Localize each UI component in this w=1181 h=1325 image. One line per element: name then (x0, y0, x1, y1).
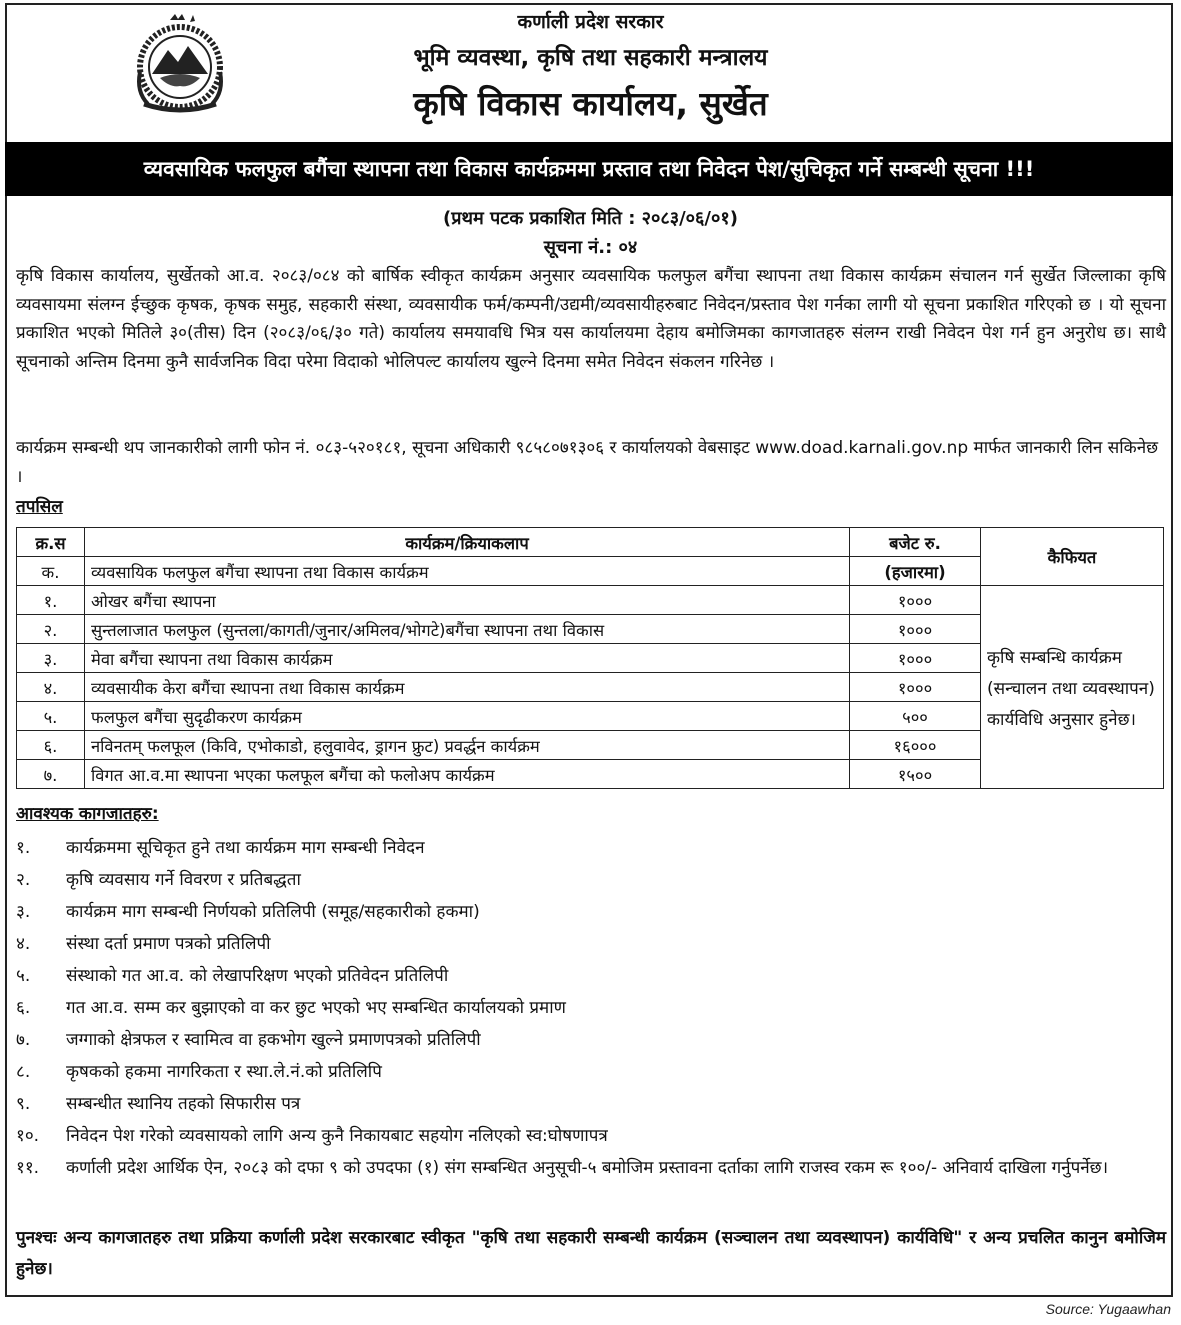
publication-date: (प्रथम पटक प्रकाशित मिति : २०८३/०६/०१) (443, 208, 738, 229)
list-item-number: ३. (16, 902, 31, 922)
details-heading: तपसिल (16, 497, 63, 517)
list-item-text: कर्णाली प्रदेश आर्थिक ऐन, २०८३ को दफा ९ को उपदफा (१) संग सम्बन्धित अनुसूची-५ बमोजिम प्रस्तावना दर्ताका लागि राजस्व रकम रू १००/- अनिवार्य दाखिला गर्नुपर्नेछ। (66, 1158, 1109, 1178)
program-table (16, 527, 1164, 789)
table-row (17, 586, 1164, 615)
list-item-text: संस्था दर्ता प्रमाण पत्रको प्रतिलिपी (66, 934, 271, 954)
list-item (16, 896, 1166, 928)
row-budget: ५०० (850, 702, 981, 731)
list-item-number: १०. (16, 1126, 40, 1146)
row-activity: व्यवसायिक फलफुल बगैंचा स्थापना तथा विकास कार्यक्रम (85, 557, 850, 586)
list-item-number: ७. (16, 1030, 31, 1050)
list-item (16, 832, 1166, 864)
ministry-title: भूमि व्यवस्था, कृषि तथा सहकारी मन्त्रालय (413, 45, 768, 71)
list-item-text: संस्थाको गत आ.व. को लेखापरिक्षण भएको प्रतिवेदन प्रतिलिपी (66, 966, 449, 986)
office-title: कृषि विकास कार्यालय, सुर्खेत (413, 84, 768, 123)
row-budget: १००० (850, 586, 981, 615)
row-sn: १. (17, 586, 85, 615)
list-item-text: सम्बन्धीत स्थानिय तहको सिफारीस पत्र (66, 1094, 301, 1114)
table-header-row (17, 528, 1164, 557)
list-item (16, 1088, 1166, 1120)
row-budget: १००० (850, 615, 981, 644)
header-budget-unit: (हजारमा) (850, 557, 981, 586)
row-activity: नविनतम् फलफूल (किवि, एभोकाडो, हलुवावेद, ड्रागन फ्रुट) प्रवर्द्धन कार्यक्रम (85, 731, 850, 760)
row-activity: फलफुल बगैंचा सुदृढीकरण कार्यक्रम (85, 702, 850, 731)
contact-paragraph: कार्यक्रम सम्बन्धी थप जानकारीको लागी फोन नं. ०८३-५२०१८१, सूचना अधिकारी ९८५८०७१३०६ र कार्यालयको वेबसाइट www.doad.karnali.gov.np मार्फत जानकारी लिन सकिनेछ । (16, 438, 1159, 487)
list-item-number: ९. (16, 1094, 31, 1114)
list-item (16, 992, 1166, 1024)
header-remarks: कैफियत (981, 528, 1164, 586)
required-documents-list (16, 832, 1166, 1184)
list-item-number: २. (16, 870, 31, 890)
row-budget: १००० (850, 673, 981, 702)
required-documents-heading: आवश्यक कागजातहरु: (16, 804, 159, 824)
list-item-number: १. (16, 838, 31, 858)
row-activity: व्यवसायीक केरा बगैंचा स्थापना तथा विकास कार्यक्रम (85, 673, 850, 702)
row-sn: २. (17, 615, 85, 644)
list-item-text: जग्गाको क्षेत्रफल र स्वामित्व वा हकभोग खुल्ने प्रमाणपत्रको प्रतिलिपी (66, 1030, 481, 1050)
list-item (16, 1056, 1166, 1088)
list-item-text: कार्यक्रममा सूचिकृत हुने तथा कार्यक्रम माग सम्बन्धी निवेदन (66, 838, 425, 858)
notice-banner: व्यवसायिक फलफुल बगैंचा स्थापना तथा विकास कार्यक्रममा प्रस्ताव तथा निवेदन पेश/सुचिकृत गर्ने सम्बन्धी सूचना !!! (5, 142, 1173, 196)
list-item-number: ५. (16, 966, 31, 986)
list-item-text: कार्यक्रम माग सम्बन्धी निर्णयको प्रतिलिपी (समूह/सहकारीको हकमा) (66, 902, 480, 922)
list-item (16, 928, 1166, 960)
list-item-number: ४. (16, 934, 31, 954)
list-item-number: ११. (16, 1158, 40, 1178)
row-budget: १६००० (850, 731, 981, 760)
province-government-title: कर्णाली प्रदेश सरकार (517, 11, 664, 33)
intro-paragraph: कृषि विकास कार्यालय, सुर्खेतको आ.व. २०८३/०८४ को बार्षिक स्वीकृत कार्यक्रम अनुसार व्यवसायिक फलफुल बगैंचा स्थापना तथा विकास कार्यक्रम संचालन गर्न सुर्खेत जिल्लाका कृषि व्यवसायमा संलग्न ईच्छुक कृषक, कृषक समुह, सहकारी संस्था, व्यवसायीक फर्म/कम्पनी/उद्यमी/व्यवसायीहरुबाट निवेदन/प्रस्ताव पेश गर्नका लागी यो सूचना प्रकाशित गरिएको छ । यो सूचना प्रकाशित भएको मितिले ३०(तीस) दिन (२०८३/०६/३० गते) कार्यालय समयावधि भित्र यस कार्यालयमा देहाय बमोजिमका कागजातहरु संलग्न राखी निवेदन पेश गर्न हुन अनुरोध छ। साथै सूचनाको अन्तिम दिनमा कुनै सार्वजनिक विदा परेमा विदाको भोलिपल्ट कार्यालय खुल्ने दिनमा समेत निवेदन संकलन गरिनेछ । (16, 266, 1166, 372)
list-item (16, 1024, 1166, 1056)
source-credit: Source: Yugaawhan (1045, 1301, 1171, 1317)
list-item-text: गत आ.व. सम्म कर बुझाएको वा कर छुट भएको भए सम्बन्धित कार्यालयको प्रमाण (66, 998, 566, 1018)
list-item-text: कृषकको हकमा नागरिकता र स्था.ले.नं.को प्रतिलिपि (66, 1062, 382, 1082)
row-activity: सुन्तलाजात फलफुल (सुन्तला/कागती/जुनार/अमिलव/भोगटे)बगैंचा स्थापना तथा विकास (85, 615, 850, 644)
list-item-text: कृषि व्यवसाय गर्ने विवरण र प्रतिबद्धता (66, 870, 301, 890)
list-item-text: निवेदन पेश गरेको व्यवसायको लागि अन्य कुनै निकायबाट सहयोग नलिएको स्व:घोषणापत्र (66, 1126, 608, 1146)
row-budget: १५०० (850, 760, 981, 789)
row-sn: ५. (17, 702, 85, 731)
list-item (16, 960, 1166, 992)
footnote: पुनश्चः अन्य कागजातहरु तथा प्रक्रिया कर्णाली प्रदेश सरकारबाट स्वीकृत "कृषि तथा सहकारी सम्बन्धी कार्यक्रम (सञ्चालन तथा व्यवस्थापन) कार्यविधि" र अन्य प्रचलित कानुन बमोजिम हुनेछ। (16, 1228, 1166, 1279)
header-activity: कार्यक्रम/क्रियाकलाप (85, 528, 850, 557)
row-activity: ओखर बगैंचा स्थापना (85, 586, 850, 615)
row-sn: ३. (17, 644, 85, 673)
row-activity: मेवा बगैंचा स्थापना तथा विकास कार्यक्रम (85, 644, 850, 673)
list-item-number: ८. (16, 1062, 31, 1082)
header-budget: बजेट रु. (850, 528, 981, 557)
list-item (16, 1152, 1166, 1184)
list-item-number: ६. (16, 998, 31, 1018)
row-sn: ६. (17, 731, 85, 760)
row-activity: विगत आ.व.मा स्थापना भएका फलफूल बगैंचा को फलोअप कार्यक्रम (85, 760, 850, 789)
notice-number: सूचना नं.: ०४ (543, 237, 638, 258)
list-item (16, 864, 1166, 896)
row-sn: क. (17, 557, 85, 586)
header-sn: क्र.स (17, 528, 85, 557)
row-budget: १००० (850, 644, 981, 673)
row-sn: ७. (17, 760, 85, 789)
remarks-cell: कृषि सम्बन्धि कार्यक्रम (सन्चालन तथा व्यवस्थापन) कार्यविधि अनुसार हुनेछ। (981, 586, 1164, 789)
row-sn: ४. (17, 673, 85, 702)
list-item (16, 1120, 1166, 1152)
